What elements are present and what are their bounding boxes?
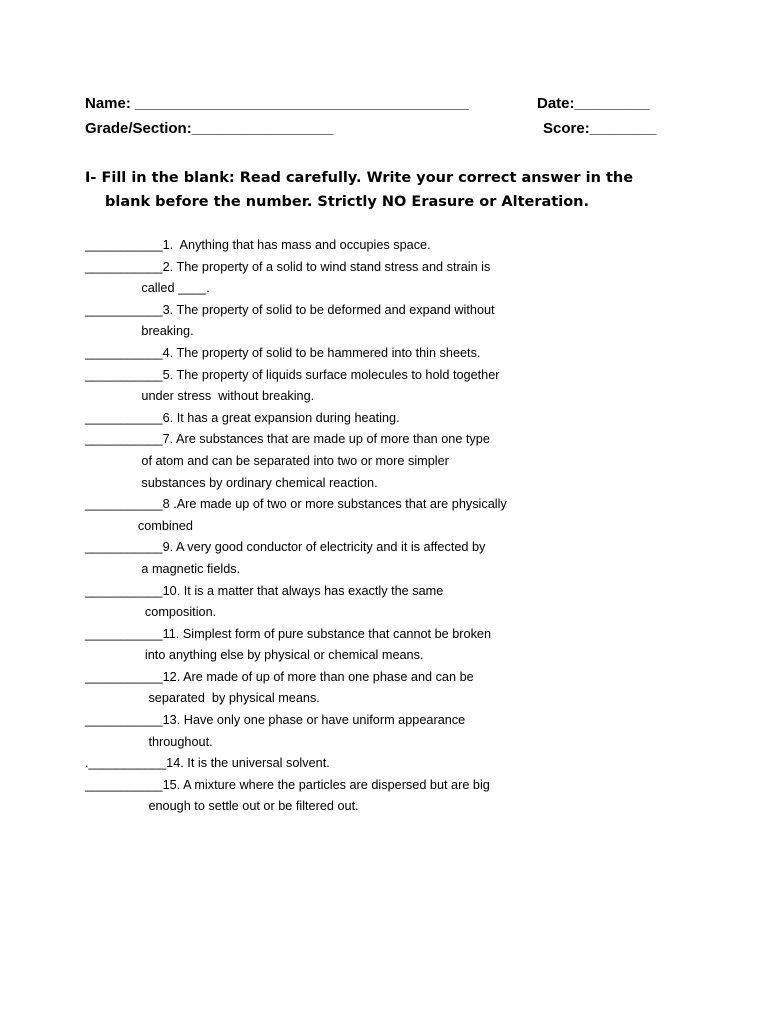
question-text-line: ___________10. It is a matter that always has exactly the same: [85, 583, 444, 598]
question-text-line: into anything else by physical or chemical means.: [85, 648, 424, 663]
question-text-line: ___________2. The property of a solid to wind stand stress and strain is: [85, 259, 491, 274]
question-item: [85, 343, 705, 365]
question-text-line: breaking.: [85, 324, 194, 339]
name-field-label: Name: ________________________________________: [85, 95, 469, 112]
question-text-line: throughout.: [85, 734, 213, 749]
question-text-line: ___________5. The property of liquids surface molecules to hold together: [85, 367, 500, 382]
question-text-line: ___________12. Are made of up of more than one phase and can be: [85, 669, 474, 684]
question-item: [85, 494, 705, 537]
question-text-line: enough to settle out or be filtered out.: [85, 799, 359, 814]
question-item: [85, 429, 705, 494]
question-text-line: ___________15. A mixture where the particles are dispersed but are big: [85, 777, 490, 792]
instructions-line-1: I- Fill in the blank: Read carefully. Write your correct answer in the: [85, 170, 634, 186]
question-item: [85, 537, 705, 580]
question-text-line: composition.: [85, 605, 217, 620]
grade-section-field-label: Grade/Section:_________________: [85, 120, 334, 137]
question-text-line: ___________1. Anything that has mass and occupies space.: [85, 238, 431, 252]
score-field-label: Score:________: [543, 120, 657, 137]
question-text-line: a magnetic fields.: [85, 561, 241, 576]
question-item: [85, 624, 705, 667]
question-text-line: ___________11. Simplest form of pure substance that cannot be broken: [85, 626, 492, 641]
question-item: [85, 235, 705, 257]
date-field-label: Date:_________: [537, 95, 650, 112]
question-text-line: ___________13. Have only one phase or have uniform appearance: [85, 713, 466, 728]
instructions-line-2: blank before the number. Strictly NO Erasure or Alteration.: [105, 194, 589, 210]
question-item: [85, 667, 705, 710]
question-item: [85, 581, 705, 624]
question-text-line: separated by physical means.: [85, 691, 320, 706]
question-text-line: under stress without breaking.: [85, 389, 315, 404]
question-text-line: substances by ordinary chemical reaction.: [85, 475, 378, 490]
question-text-line: ___________7. Are substances that are made up of more than one type: [85, 432, 490, 447]
question-list: [85, 235, 705, 818]
question-text-line: of atom and can be separated into two or more simpler: [85, 453, 449, 468]
question-text-line: ___________9. A very good conductor of electricity and it is affected by: [85, 540, 486, 555]
question-text-line: ___________6. It has a great expansion during heating.: [85, 410, 400, 425]
question-item: [85, 710, 705, 753]
question-item: [85, 365, 705, 408]
question-text-line: ___________8 .Are made up of two or more substances that are physically: [85, 497, 507, 512]
question-text-line: called ____.: [85, 281, 210, 296]
question-text-line: ___________4. The property of solid to be hammered into thin sheets.: [85, 345, 481, 360]
question-item: [85, 408, 705, 430]
instructions: [85, 166, 705, 214]
question-text-line: ___________3. The property of solid to be deformed and expand without: [85, 302, 495, 317]
question-item: [85, 775, 705, 818]
question-item: [85, 257, 705, 300]
question-item: [85, 753, 705, 775]
question-item: [85, 300, 705, 343]
question-text-line: .___________14. It is the universal solvent.: [85, 756, 330, 771]
question-text-line: combined: [85, 518, 193, 533]
